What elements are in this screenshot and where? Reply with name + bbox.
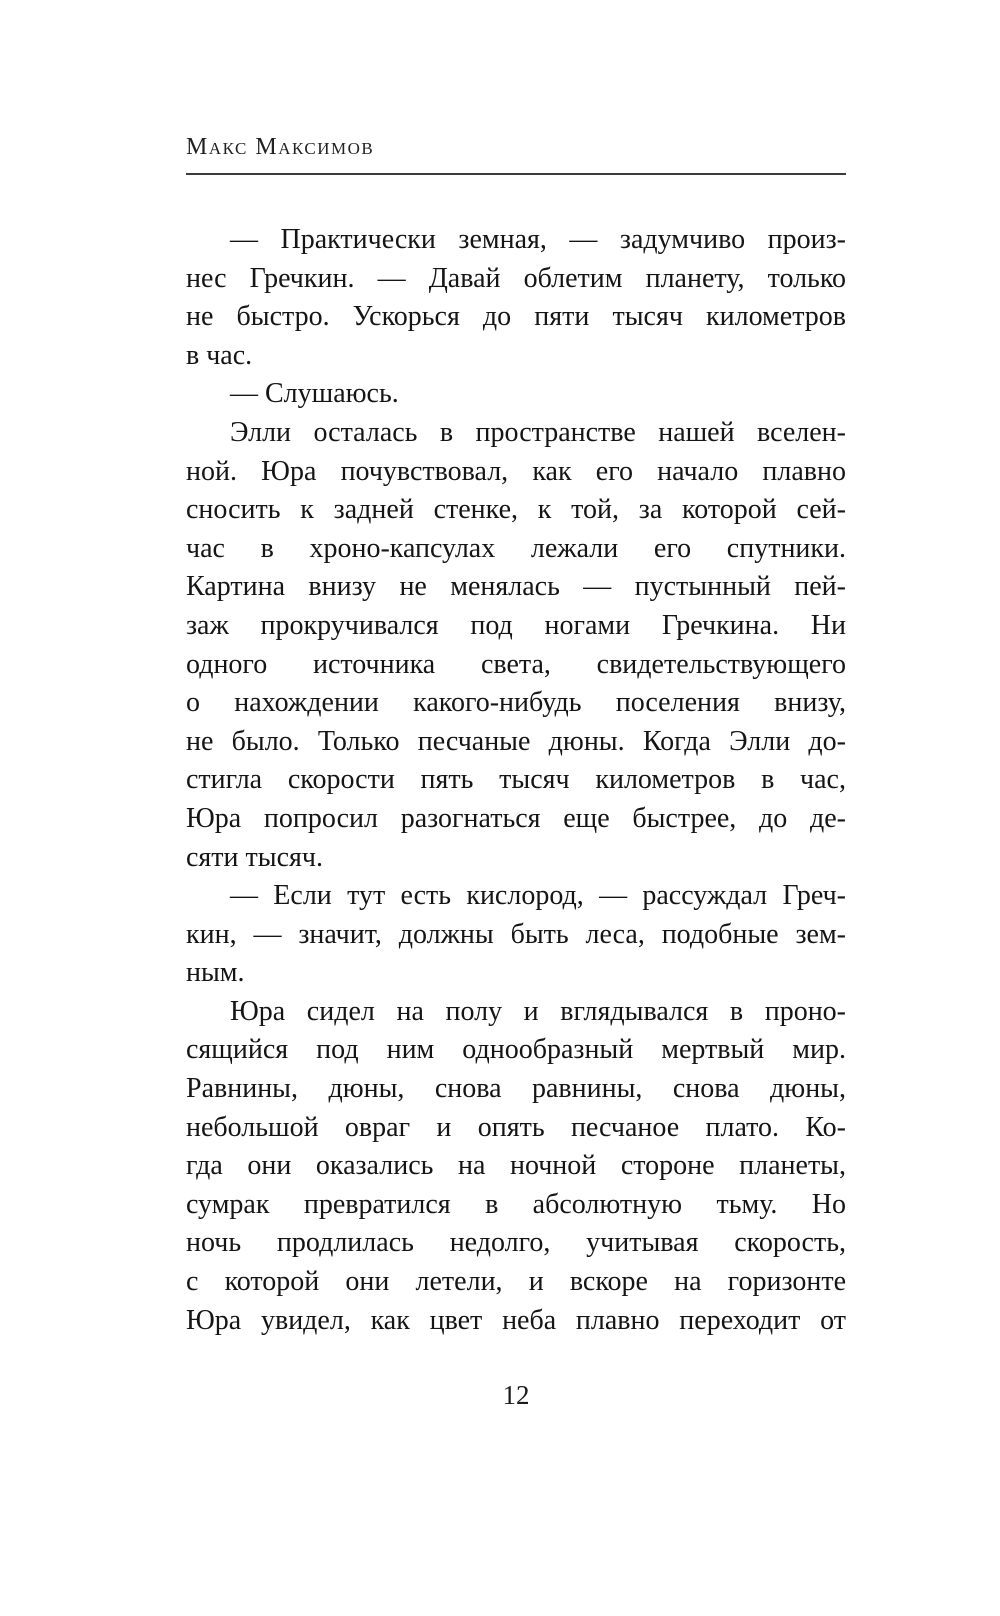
text-line: Равнины, дюны, снова равнины, снова дюны, (186, 1073, 846, 1105)
paragraph (186, 375, 846, 414)
text-line: одного источника света, свидетельствующего (186, 648, 846, 680)
text-line: Элли осталась в пространстве нашей вселен- (230, 416, 846, 448)
page-number: 12 (502, 1380, 530, 1411)
paragraph (186, 877, 846, 993)
text-line: с которой они летели, и вскоре на горизонте (186, 1266, 846, 1298)
text-line: заж прокручивался под ногами Гречкина. Ни (186, 609, 846, 641)
text-line: ной. Юра почувствовал, как его начало плавно (186, 455, 846, 487)
text-line: Юра увидел, как цвет неба плавно переходит от (186, 1304, 846, 1336)
text-line: сумрак превратился в абсолютную тьму. Но (186, 1188, 846, 1220)
text-line: не быстро. Ускорься до пяти тысяч километров (186, 301, 846, 333)
body-text (186, 221, 846, 1340)
text-line: Юра попросил разогнаться еще быстрее, до де- (186, 802, 846, 834)
text-line: час в хроно-капсулах лежали его спутники. (186, 532, 846, 564)
text-line: сносить к задней стенке, к той, за которой сей- (186, 494, 846, 526)
text-line: — Если тут есть кислород, — рассуждал Греч- (230, 880, 846, 912)
text-line: — Практически земная, — задумчиво произ- (230, 224, 846, 255)
text-line: кин, — значит, должны быть леса, подобные зем- (186, 918, 846, 950)
text-line: стигла скорости пять тысяч километров в час, (186, 764, 846, 796)
text-line: не было. Только песчаные дюны. Когда Элли до- (186, 725, 846, 757)
text-line: сящийся под ним однообразный мертвый мир. (186, 1034, 846, 1066)
text-column (186, 0, 846, 1411)
text-line: ночь продлилась недолго, учитывая скорость, (186, 1227, 846, 1259)
header-divider-rule (186, 173, 846, 175)
paragraph (186, 221, 846, 375)
text-line: в час. (186, 339, 253, 371)
text-line: нес Гречкин. — Давай облетим планету, только (186, 262, 846, 294)
text-line: сяти тысяч. (186, 841, 323, 873)
paragraph (186, 993, 846, 1340)
text-line: — Слушаюсь. (230, 378, 399, 410)
text-line: о нахождении какого-нибудь поселения внизу, (186, 687, 846, 719)
text-line: Картина внизу не менялась — пустынный пей- (186, 571, 846, 603)
paragraph (186, 414, 846, 877)
text-line: небольшой овраг и опять песчаное плато. Ко- (186, 1111, 846, 1143)
running-header-author: Макс Максимов (186, 134, 375, 160)
text-line: Юра сидел на полу и вглядывался в проно- (230, 995, 846, 1027)
text-line: гда они оказались на ночной стороне планеты, (186, 1150, 846, 1182)
text-line: ным. (186, 957, 245, 989)
